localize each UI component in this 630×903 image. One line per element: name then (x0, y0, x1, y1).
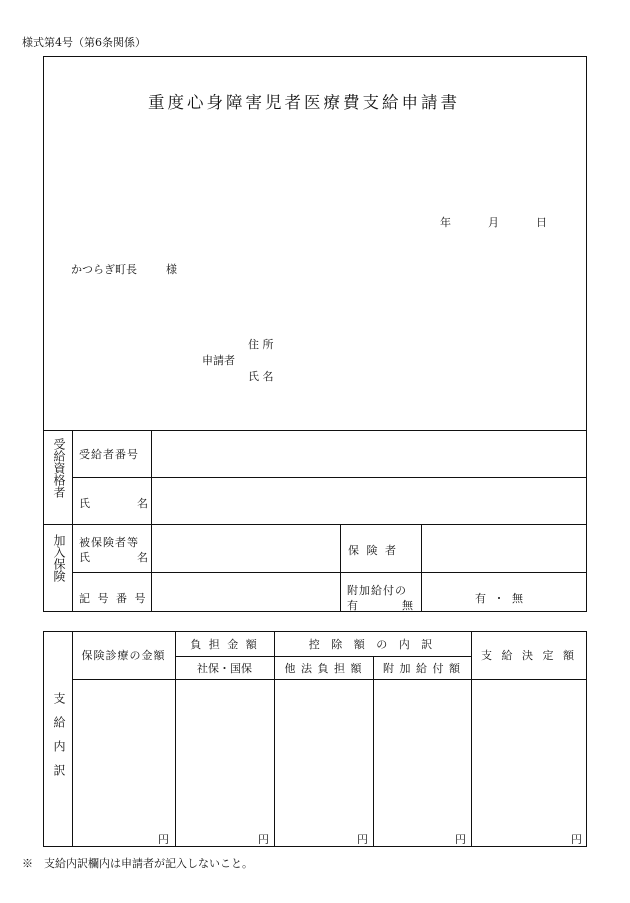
insured-name-label-line2-a: 氏 (79, 551, 90, 564)
form-number: 様式第4号（第6条関係） (22, 36, 146, 49)
application-box (43, 56, 587, 612)
insured-name-label-line2-b: 名 (137, 551, 148, 564)
recipient-name-label-1: 氏 (79, 497, 90, 510)
applicant-name-label: 氏 名 (248, 370, 274, 383)
yen-unit: 円 (455, 833, 466, 846)
date-month-label: 月 (488, 216, 499, 229)
supplement-label-line2-b: 無 (402, 599, 413, 612)
supplement-amount-header: 附 加 給 付 額 (383, 661, 461, 675)
insurer-label: 保 険 者 (348, 544, 398, 557)
symbol-number-label: 記 号 番 号 (79, 592, 148, 605)
burden-sub-header: 社保・国保 (197, 661, 252, 675)
yen-unit: 円 (258, 833, 269, 846)
date-year-label: 年 (440, 216, 451, 229)
decision-amount-header: 支 給 決 定 額 (481, 649, 577, 662)
applicant-address-label: 住 所 (248, 338, 274, 351)
addressee-name: かつらぎ町長 (71, 263, 137, 276)
form-title: 重度心身障害児者医療費支給申請書 (148, 93, 460, 112)
eligibility-section-label: 受給資格者 (52, 438, 66, 498)
addressee-honorific: 様 (166, 263, 177, 276)
insured-name-label-line1: 被保険者等 (79, 536, 139, 549)
yen-unit: 円 (357, 833, 368, 846)
yen-unit: 円 (571, 833, 582, 846)
insurance-amount-header: 保険診療の金額 (81, 649, 166, 662)
yen-unit: 円 (158, 833, 169, 846)
applicant-label: 申請者 (202, 354, 235, 367)
footnote: ※ 支給内訳欄内は申請者が記入しないこと。 (22, 857, 253, 870)
supplement-yes-no: 有 ・ 無 (475, 592, 525, 605)
recipient-name-label-2: 名 (137, 497, 148, 510)
payment-section-label: 支給内訳 (52, 692, 66, 788)
other-law-header: 他 法 負 担 額 (284, 661, 363, 675)
burden-amount-header: 負 担 金 額 (190, 637, 259, 651)
deduction-header: 控 除 額 の 内 訳 (308, 637, 437, 651)
recipient-number-label: 受給者番号 (79, 448, 139, 461)
supplement-label-line1: 附加給付の (347, 584, 407, 597)
supplement-label-line2-a: 有 (347, 599, 358, 612)
insurance-section-label: 加入保険 (52, 534, 66, 582)
date-day-label: 日 (536, 216, 547, 229)
